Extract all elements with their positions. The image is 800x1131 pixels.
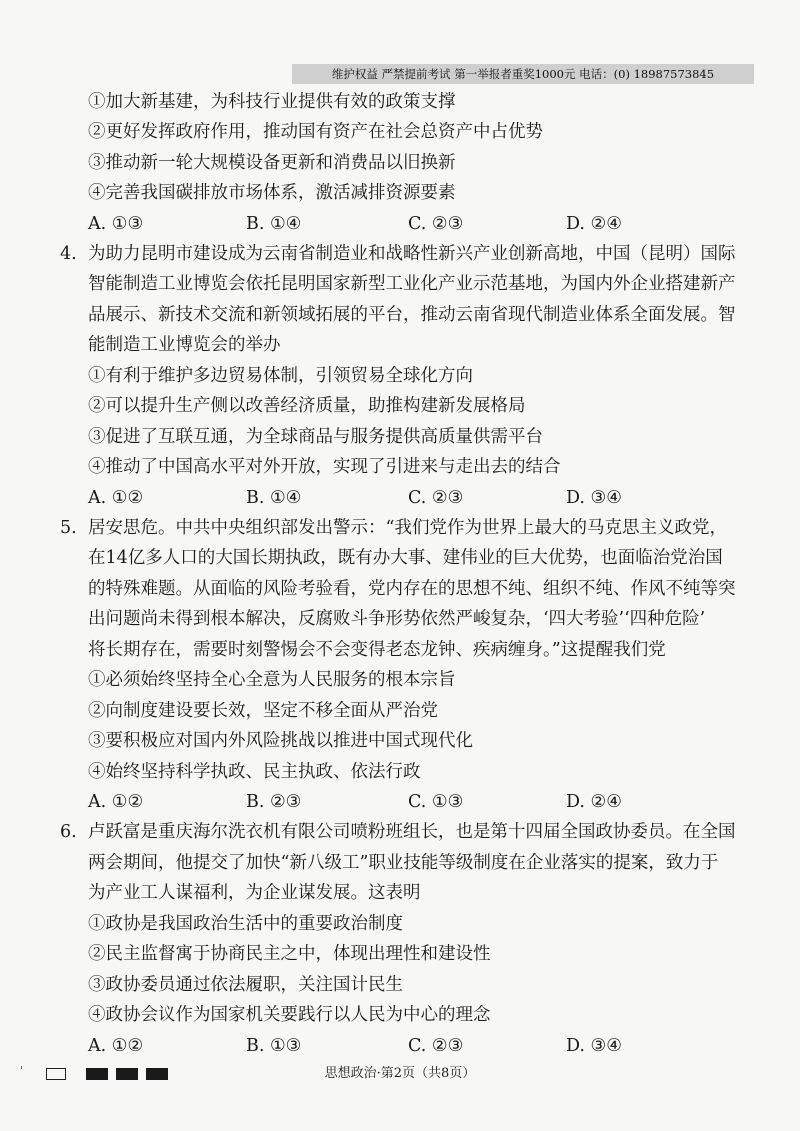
q3-option-2: ②更好发挥政府作用，推动国有资产在社会总资产中占优势 (88, 122, 543, 142)
q6-stem-line-2: 两会期间，他提交了加快“新八级工”职业技能等级制度在企业落实的提案，致力于 (88, 853, 719, 873)
q6-choices (88, 1034, 728, 1058)
q3-option-3: ③推动新一轮大规模设备更新和消费品以旧换新 (88, 153, 456, 173)
q5-choice-c: C. ①③ (408, 792, 464, 812)
q4-stem-line-2: 智能制造工业博览会依托昆明国家新型工业化产业示范基地，为国内外企业搭建新产 (88, 274, 736, 294)
q3-choices (88, 212, 728, 236)
q4-option-1: ①有利于维护多边贸易体制，引领贸易全球化方向 (88, 366, 473, 386)
q4-choice-d: D. ③④ (566, 488, 622, 508)
q6-option-2: ②民主监督寓于协商民主之中，体现出理性和建设性 (88, 944, 491, 964)
q5-option-1: ①必须始终坚持全心全意为人民服务的根本宗旨 (88, 670, 456, 690)
q6-option-3: ③政协委员通过依法履职，关注国计民生 (88, 975, 403, 995)
q5-stem-line-5: 将长期存在，需要时刻警惕会不会变得老态龙钟、疾病缠身。”这提醒我们党 (88, 640, 666, 660)
q4-choice-a: A. ①② (88, 488, 144, 508)
anti-leak-notice-banner: 维护权益 严禁提前考试 第一举报者重奖1000元 电话：(0) 18987573845 (292, 64, 754, 84)
page-number-label: 思想政治·第2页（共8页） (324, 1066, 476, 1081)
q6-option-4: ④政协会议作为国家机关要践行以人民为中心的理念 (88, 1005, 491, 1025)
q6-stem-line-1: 卢跃富是重庆海尔洗衣机有限公司喷粉班组长，也是第十四届全国政协委员。在全国 (88, 822, 736, 842)
q6-stem-line-3: 为产业工人谋福利，为企业谋发展。这表明 (88, 883, 421, 903)
q4-stem-line-4: 能制造工业博览会的举办 (88, 335, 281, 355)
q5-choice-b: B. ②③ (246, 792, 302, 812)
q3-choice-b: B. ①④ (246, 214, 302, 234)
q3-choice-d: D. ②④ (566, 214, 622, 234)
q4-option-3: ③促进了互联互通，为全球商品与服务提供高质量供需平台 (88, 427, 543, 447)
q4-stem-line-3: 品展示、新技术交流和新领域拓展的平台，推动云南省现代制造业体系全面发展。智 (88, 305, 736, 325)
q6-choice-c: C. ②③ (408, 1036, 464, 1056)
q5-choice-a: A. ①② (88, 792, 144, 812)
q6-choice-a: A. ①② (88, 1036, 144, 1056)
q5-stem-line-1: 居安思危。中共中央组织部发出警示：“我们党作为世界上最大的马克思主义政党， (88, 518, 727, 538)
q5-option-2: ②向制度建设要长效，坚定不移全面从严治党 (88, 701, 438, 721)
q6-option-1: ①政协是我国政治生活中的重要政治制度 (88, 914, 403, 934)
q4-choices (88, 486, 728, 510)
q4-choice-b: B. ①④ (246, 488, 302, 508)
q5-number: 5. (60, 518, 77, 538)
q6-number: 6. (60, 822, 77, 842)
q5-option-3: ③要积极应对国内外风险挑战以推进中国式现代化 (88, 731, 473, 751)
q6-choice-b: B. ①③ (246, 1036, 302, 1056)
q6-choice-d: D. ③④ (566, 1036, 622, 1056)
q5-option-4: ④始终坚持科学执政、民主执政、依法行政 (88, 762, 421, 782)
page-footer (0, 1062, 800, 1086)
q3-choice-a: A. ①③ (88, 214, 144, 234)
q3-option-1: ①加大新基建，为科技行业提供有效的政策支撑 (88, 92, 456, 112)
q3-option-4: ④完善我国碳排放市场体系，激活减排资源要素 (88, 183, 456, 203)
q5-stem-line-2: 在14亿多人口的大国长期执政，既有办大事、建伟业的巨大优势，也面临治党治国 (88, 548, 723, 568)
q5-choice-d: D. ②④ (566, 792, 622, 812)
margin-tick-mark: ' (20, 1064, 24, 1077)
q4-number: 4. (60, 244, 77, 264)
q5-stem-line-3: 的特殊难题。从面临的风险考验看，党内存在的思想不纯、组织不纯、作风不纯等突 (88, 579, 736, 599)
q4-stem-line-1: 为助力昆明市建设成为云南省制造业和战略性新兴产业创新高地，中国（昆明）国际 (88, 244, 736, 264)
q4-option-4: ④推动了中国高水平对外开放，实现了引进来与走出去的结合 (88, 457, 561, 477)
q4-choice-c: C. ②③ (408, 488, 464, 508)
q4-option-2: ②可以提升生产侧以改善经济质量，助推构建新发展格局 (88, 396, 526, 416)
q5-stem-line-4: 出问题尚未得到根本解决，反腐败斗争形势依然严峻复杂，‘四大考验’‘四种危险’ (88, 609, 706, 629)
q3-choice-c: C. ②③ (408, 214, 464, 234)
q5-choices (88, 790, 728, 814)
